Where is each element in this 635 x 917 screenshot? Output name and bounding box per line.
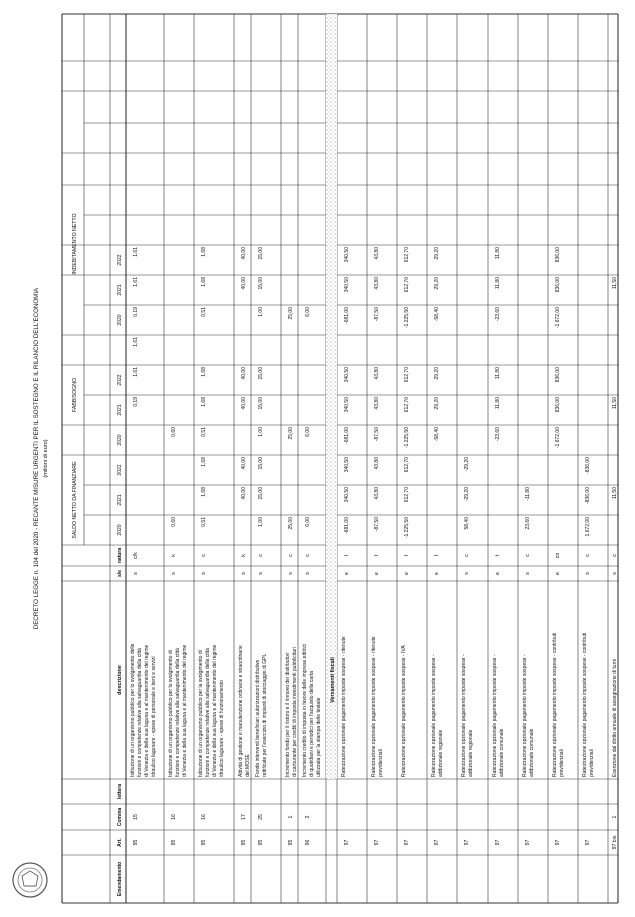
cell-value: 43,80: [374, 457, 380, 470]
cell-value: 0,60: [171, 427, 177, 437]
cell-art: 97: [434, 839, 440, 846]
cell-description: Istituzione di un organismo pubblico per la svolgimento di: [198, 650, 204, 777]
cell-value: 25,00: [288, 427, 294, 440]
cell-natura: t: [404, 554, 410, 557]
cell-value: 6,00: [305, 517, 311, 527]
cell-description: funzioni e competenze relative alla salvaguardia della città: [205, 648, 211, 777]
cell-value: 340,50: [344, 277, 350, 293]
column-header: Comma: [117, 807, 123, 827]
year-header: 2020: [117, 314, 123, 326]
cell-value: 43,80: [374, 487, 380, 500]
cell-art: 95: [201, 839, 207, 846]
cell-se: s: [585, 572, 591, 575]
cell-value: -836,00: [585, 457, 591, 474]
cell-description: utilizzata per la stampa delle testate: [316, 697, 322, 777]
cell-value: 40,00: [241, 247, 247, 260]
cell-description: idraulico lagunare - spese di personale e beni e servizi: [151, 656, 157, 777]
cell-value: 11,80: [495, 397, 501, 410]
cell-description: addizionale comunale: [529, 728, 535, 777]
cell-value: 29,20: [434, 247, 440, 260]
official-stamp: [13, 863, 47, 897]
cell-value: 40,00: [241, 397, 247, 410]
cell-art: 97: [344, 839, 350, 846]
cell-value: 25,00: [288, 307, 294, 320]
cell-description: Rateizzazione opzionale pagamento imposte sospese - ritenute: [341, 636, 347, 777]
cell-se: e: [495, 572, 501, 575]
cell-natura: c/k: [133, 552, 139, 559]
cell-value: 43,80: [374, 277, 380, 290]
cell-description: di carburante per crediti di imposta investimenti pubblicitari: [292, 647, 298, 777]
document-title: DECRETO LEGGE n. 104 del 2020 - RECANTE MISURE URGENTI PER IL SOSTEGNO E IL RILANCIO DELL'ECONOMIA: [33, 287, 40, 630]
cell-value: 1,68: [201, 277, 207, 287]
cell-description: Incremento fondo per il ristoro e il rinnovo dei distributori: [285, 652, 291, 777]
cell-value: -87,50: [374, 517, 380, 532]
cell-value: 11,80: [495, 277, 501, 290]
cell-se: s: [464, 572, 470, 575]
cell-value: 23,60: [525, 517, 531, 530]
cell-description: Fondo interventi beneficiari autorizzazioni distributive: [255, 659, 261, 777]
cell-description: di Venezia e della sua laguna e al mantenimento del regime: [182, 644, 188, 777]
cell-art: 95: [288, 839, 294, 846]
cell-value: 43,80: [374, 247, 380, 260]
cell-art: 96: [305, 839, 311, 846]
cell-art: 97: [585, 839, 591, 846]
cell-value: 1,00: [258, 427, 264, 437]
cell-se: e: [344, 572, 350, 575]
cell-comma: 25: [258, 814, 264, 820]
column-header: natura: [117, 547, 123, 564]
year-header: 2022: [117, 374, 123, 386]
cell-value: 612,70: [404, 277, 410, 293]
cell-se: e: [434, 572, 440, 575]
cell-value: 612,70: [404, 457, 410, 473]
cell-description: Rateizzazione opzionale pagamento imposte sospese - IVA: [401, 645, 407, 777]
cell-description: funzioni e competenze relative alla salvaguardia della città: [175, 648, 181, 777]
cell-natura: c: [258, 554, 264, 557]
cell-description: addizionale regionale: [438, 729, 444, 777]
cell-value: 6,00: [305, 307, 311, 317]
cell-se: s: [133, 572, 139, 575]
cell-value: 40,00: [241, 487, 247, 500]
cell-value: 1,00: [258, 517, 264, 527]
cell-se: e: [404, 572, 410, 575]
cell-value: -1.225,50: [404, 517, 410, 539]
cell-value: 1,68: [201, 487, 207, 497]
cell-value: 836,00: [555, 367, 561, 383]
cell-value: 340,50: [344, 397, 350, 413]
cell-value: 1,61: [133, 367, 139, 377]
column-header: s/e: [117, 570, 123, 577]
cell-se: e: [374, 572, 380, 575]
cell-value: 612,70: [404, 397, 410, 413]
year-header: 2020: [117, 524, 123, 536]
cell-value: 6,00: [305, 427, 311, 437]
cell-description: Rateizzazione opzionale pagamento imposte sospese - contributi: [582, 632, 588, 777]
cell-description: Istituzione di un organismo pubblico per lo svolgimento delle: [130, 643, 136, 777]
cell-value: 40,00: [241, 367, 247, 380]
cell-natura: t: [495, 554, 501, 557]
cell-natura: k: [241, 554, 247, 557]
cell-value: 15,00: [258, 247, 264, 260]
cell-natura: c: [288, 554, 294, 557]
cell-description: di Venezia e della sua laguna e al mantenimento del regime: [212, 644, 218, 777]
cell-description: idraulico lagunare - spese di funzionamento: [219, 680, 225, 777]
cell-value: 1,68: [201, 247, 207, 257]
cell-value: 29,20: [434, 397, 440, 410]
cell-comma: 1: [288, 815, 294, 819]
cell-value: 1,68: [201, 397, 207, 407]
cell-description: previdenziali: [589, 749, 595, 777]
cell-natura: t: [344, 554, 350, 557]
cell-value: 1,61: [133, 337, 139, 347]
cell-value: -681,00: [344, 427, 350, 444]
column-header: lettera: [117, 783, 123, 800]
cell-se: s: [288, 572, 294, 575]
cell-natura: t: [374, 554, 380, 557]
cell-value: 836,00: [555, 247, 561, 263]
cell-art: 95: [133, 839, 139, 846]
cell-value: -29,20: [464, 457, 470, 472]
cell-description: Istituzione di un organismo pubblico per lo svolgimento di: [168, 650, 174, 777]
cell-art: 97: [464, 839, 470, 846]
cell-comma: 16: [171, 814, 177, 820]
cell-se: s: [305, 572, 311, 575]
cell-value: -87,50: [374, 307, 380, 322]
cell-value: 11,80: [495, 247, 501, 260]
cell-description: previdenziali: [378, 749, 384, 777]
cell-value: 11,50: [612, 277, 618, 290]
cell-natura: k: [171, 554, 177, 557]
year-header: 2022: [117, 254, 123, 266]
cell-art: 95: [171, 839, 177, 846]
cell-value: 1,68: [201, 367, 207, 377]
cell-value: -11,80: [525, 487, 531, 501]
cell-se: s: [241, 572, 247, 575]
section-heading: Versamenti fiscali: [330, 657, 336, 703]
cell-description: addizionale regionale: [468, 729, 474, 777]
cell-comma: 17: [241, 814, 247, 820]
group-header: FABBISOGNO: [72, 377, 78, 413]
cell-natura: t: [434, 554, 440, 557]
cell-description: Rateizzazione opzionale pagamento imposte sospese -: [431, 654, 437, 777]
cell-art: 97: [525, 839, 531, 846]
cell-art: 97: [404, 839, 410, 846]
cell-natura: c: [201, 554, 207, 557]
cell-value: 0,51: [201, 307, 207, 317]
cell-description: Rateizzazione opzionale pagamento imposte sospese -: [522, 654, 528, 777]
cell-value: 340,50: [344, 457, 350, 473]
cell-value: 612,70: [404, 487, 410, 503]
cell-value: 340,50: [344, 367, 350, 383]
cell-natura: c: [612, 554, 618, 557]
column-header: Art.: [117, 838, 123, 847]
cell-value: -23,60: [495, 307, 501, 322]
cell-description: Rateizzazione opzionale pagamento imposte sospese -: [492, 654, 498, 777]
cell-natura: c: [585, 554, 591, 557]
cell-value: 836,00: [555, 397, 561, 413]
cell-value: -58,40: [434, 307, 440, 322]
cell-value: 15,00: [258, 487, 264, 500]
year-header: 2022: [117, 464, 123, 476]
cell-description: rettificate per l'esercizio di impianti di stoccaggio di GPL: [262, 653, 268, 777]
cell-art: 97: [495, 839, 501, 846]
cell-natura: c: [305, 554, 311, 557]
cell-art: 95: [241, 839, 247, 846]
cell-se: s: [525, 572, 531, 575]
cell-value: 1,61: [133, 277, 139, 287]
cell-comma: 1: [612, 815, 618, 819]
cell-se: s: [258, 572, 264, 575]
cell-description: Rateizzazione opzionale pagamento imposte sospese -: [461, 654, 467, 777]
column-header: Emendamento: [117, 861, 123, 897]
cell-description: del MOSE: [245, 754, 251, 777]
cell-value: 15,00: [258, 277, 264, 290]
cell-value: -1.225,50: [404, 427, 410, 449]
cell-value: 0,19: [133, 307, 139, 317]
cell-natura: co: [555, 552, 561, 559]
cell-value: 836,00: [555, 277, 561, 293]
cell-natura: c: [464, 554, 470, 557]
cell-value: 29,20: [434, 277, 440, 290]
cell-value: 0,51: [201, 517, 207, 527]
year-header: 2021: [117, 404, 123, 416]
cell-value: 11,80: [495, 367, 501, 380]
cell-value: -1.672,00: [555, 427, 561, 449]
cell-value: 11,50: [612, 397, 618, 410]
group-header: INDEBITAMENTO NETTO: [72, 213, 78, 275]
cell-description: Esenzione dal diritto annuale di assegnazione di turni: [612, 658, 618, 777]
cell-value: 0,60: [171, 517, 177, 527]
cell-value: 340,50: [344, 247, 350, 263]
cell-value: 1,61: [133, 247, 139, 257]
cell-value: 0,19: [133, 397, 139, 407]
cell-art: 97: [374, 839, 380, 846]
cell-value: 612,70: [404, 367, 410, 383]
cell-value: 11,50: [612, 487, 618, 500]
cell-art: 97 bis: [612, 835, 618, 850]
cell-value: -23,60: [495, 427, 501, 442]
cell-value: 40,00: [241, 277, 247, 290]
cell-value: 340,50: [344, 487, 350, 503]
cell-se: s: [171, 572, 177, 575]
year-header: 2020: [117, 434, 123, 446]
cell-value: 612,70: [404, 247, 410, 263]
cell-description: Attività di gestione e manutenzione ordinarie e straordinarie: [238, 645, 244, 777]
cell-value: -29,20: [464, 487, 470, 502]
cell-value: 15,00: [258, 397, 264, 410]
cell-description: previdenziali: [559, 749, 565, 777]
cell-value: 25,00: [288, 517, 294, 530]
cell-description: addizionale comunale: [499, 728, 505, 777]
cell-value: 1.672,00: [585, 517, 591, 537]
cell-se: e: [555, 572, 561, 575]
cell-value: 40,00: [241, 457, 247, 470]
cell-value: -836,00: [585, 487, 591, 504]
cell-comma: 15: [133, 814, 139, 820]
cell-value: 43,80: [374, 397, 380, 410]
cell-value: -58,40: [434, 427, 440, 442]
document-subtitle: (milioni di euro): [43, 439, 49, 478]
year-header: 2021: [117, 284, 123, 296]
cell-value: 29,20: [434, 367, 440, 380]
cell-description: Incremento credito di imposta in favore delle imprese editrici: [302, 643, 308, 777]
cell-comma: 2: [305, 815, 311, 819]
cell-value: -87,50: [374, 427, 380, 442]
cell-value: 1,68: [201, 457, 207, 467]
cell-art: 95: [258, 839, 264, 846]
cell-value: 1,00: [258, 307, 264, 317]
cell-se: s: [201, 572, 207, 575]
cell-value: -1.225,50: [404, 307, 410, 329]
cell-value: 43,80: [374, 367, 380, 380]
cell-se: s: [612, 572, 618, 575]
cell-art: 97: [555, 839, 561, 846]
cell-description: funzioni e competenze relative alla salvaguardia della città: [137, 648, 143, 777]
cell-value: 15,00: [258, 367, 264, 380]
year-header: 2021: [117, 494, 123, 506]
cell-natura: c: [525, 554, 531, 557]
cell-description: di quotidiani e periodici per l'acquisto della carta: [309, 670, 315, 777]
cell-comma: 16: [201, 814, 207, 820]
cell-description: di Venezia e della sua laguna e al mantenimento del regime: [144, 644, 150, 777]
cell-value: 15,00: [258, 457, 264, 470]
cell-value: -681,00: [344, 517, 350, 534]
cell-value: -1.672,00: [555, 307, 561, 329]
cell-value: 0,51: [201, 427, 207, 437]
cell-value: 58,40: [464, 517, 470, 530]
cell-value: -681,00: [344, 307, 350, 324]
cell-description: Rateizzazione opzionale pagamento imposte sospese - ritenute: [371, 636, 377, 777]
column-header: descrizione: [117, 665, 123, 695]
group-header: SALDO NETTO DA FINANZIARE: [72, 461, 78, 539]
cell-description: Rateizzazione opzionale pagamento imposte sospese - contributi: [552, 632, 558, 777]
